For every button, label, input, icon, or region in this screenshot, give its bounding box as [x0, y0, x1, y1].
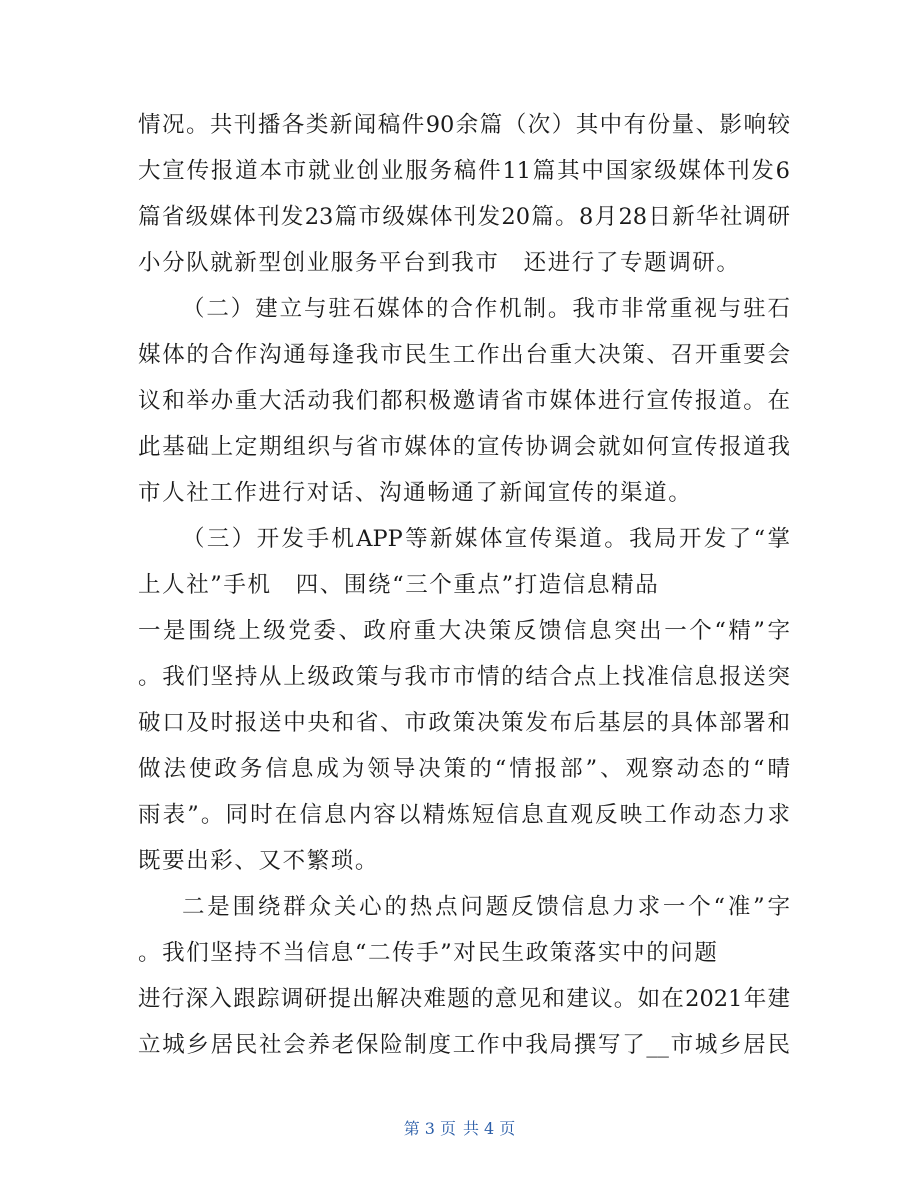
total-pages-number: 4 [484, 1119, 496, 1138]
page-label-suffix: 页 [499, 1119, 517, 1138]
text-line: 上人社”手机 四、围绕“三个重点”打造信息精品 [138, 572, 660, 598]
text-line: 媒体的合作沟通每逢我市民生工作出台重大决策、召开重要会 [138, 342, 790, 368]
text-line: 小分队就新型创业服务平台到我市 还进行了专题调研。 [138, 250, 741, 276]
text-line: 雨表”。同时在信息内容以精炼短信息直观反映工作动态力求 [138, 802, 790, 828]
text-line: 破口及时报送中央和省、市政策决策发布后基层的具体部署和 [138, 710, 790, 736]
paragraph-heading-line: 二是围绕群众关心的热点问题反馈信息力求一个“准”字 [182, 894, 790, 920]
page-footer [0, 1116, 920, 1139]
text-line: 进行深入跟踪调研提出解决难题的意见和建议。如在2021年建 [138, 986, 790, 1012]
text-line: 一是围绕上级党委、政府重大决策反馈信息突出一个“精”字 [138, 618, 790, 644]
page-label-mid: 页 共 [439, 1119, 481, 1138]
text-line: 立城乡居民社会养老保险制度工作中我局撰写了__市城乡居民 [138, 1032, 790, 1058]
paragraph-heading-line: （三）开发手机APP等新媒体宣传渠道。我局开发了“掌 [182, 526, 790, 552]
text-line: 此基础上定期组织与省市媒体的宣传协调会就如何宣传报道我 [138, 434, 790, 460]
text-line: 议和举办重大活动我们都积极邀请省市媒体进行宣传报道。在 [138, 388, 790, 414]
current-page-number: 3 [424, 1119, 436, 1138]
text-line: 大宣传报道本市就业创业服务稿件11篇其中国家级媒体刊发6 [138, 158, 790, 184]
paragraph-heading-line: （二）建立与驻石媒体的合作机制。我市非常重视与驻石 [182, 296, 790, 322]
text-line: 篇省级媒体刊发23篇市级媒体刊发20篇。8月28日新华社调研 [138, 204, 790, 230]
text-line: 做法使政务信息成为领导决策的“情报部”、观察动态的“晴 [138, 756, 790, 782]
text-line: 情况。共刊播各类新闻稿件90余篇（次）其中有份量、影响较 [138, 112, 790, 138]
text-line: 。我们坚持不当信息“二传手”对民生政策落实中的问题 [138, 940, 719, 966]
text-line: 既要出彩、又不繁琐。 [138, 848, 380, 874]
page-label-prefix: 第 [403, 1119, 421, 1138]
text-line: 市人社工作进行对话、沟通畅通了新闻宣传的渠道。 [138, 480, 693, 506]
text-line: 。我们坚持从上级政策与我市市情的结合点上找准信息报送突 [138, 664, 790, 690]
